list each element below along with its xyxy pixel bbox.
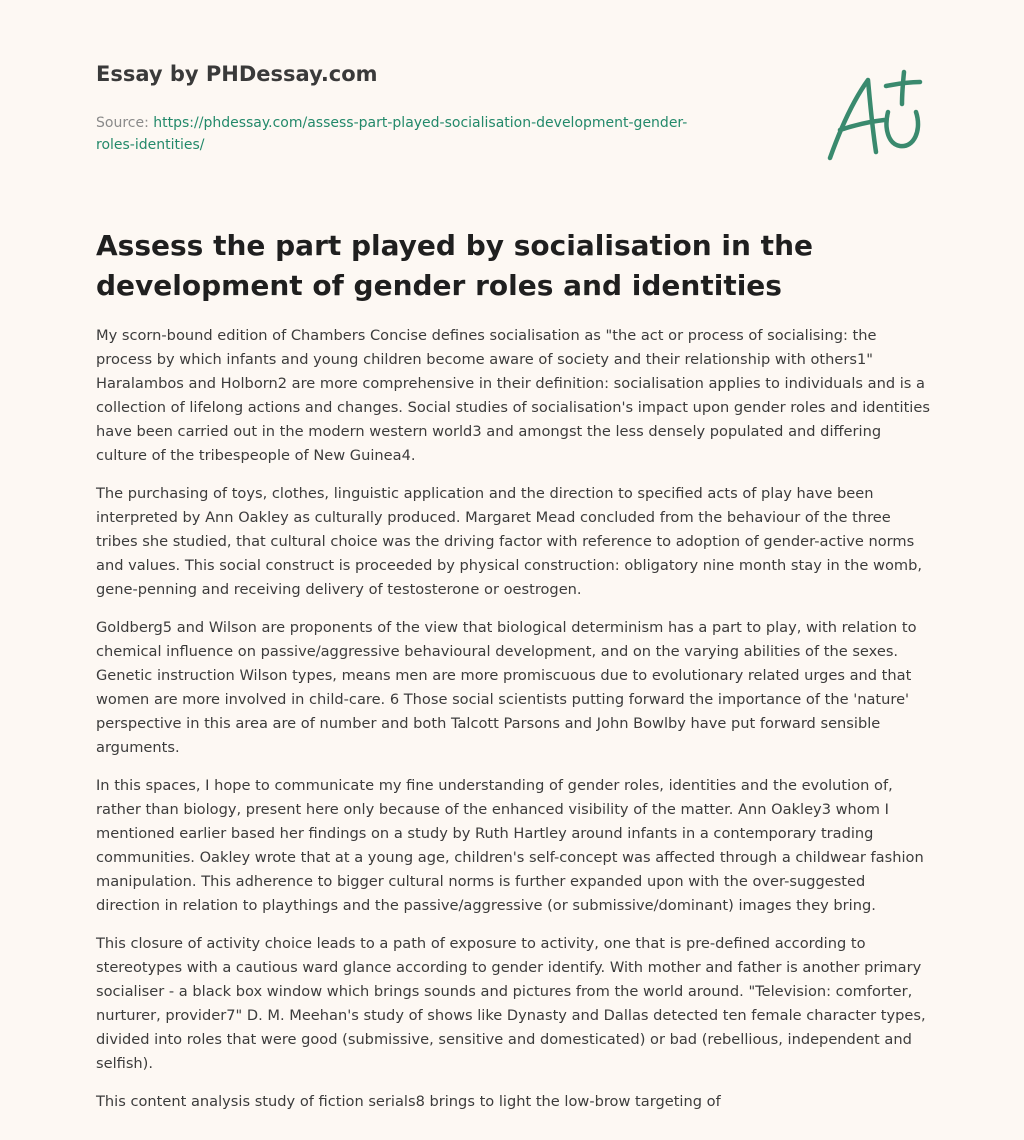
paragraph: My scorn-bound edition of Chambers Concise defines socialisation as "the act or process of socialising: the process by which infants and young children become aware of society and their relationship with others1" Haralambos and Holborn2 are more comprehensive in their definition: socialisation applies to individuals and is a collection of lifelong actions and changes. Social studies of socialisation's impact upon gender roles and identities have been carried out in the modern western world3 and amongst the less densely populated and differing culture of the tribespeople of New Guinea4. <box>96 327 930 464</box>
source-line <box>96 112 756 156</box>
article-title: Assess the part played by socialisation in the development of gender roles and identities <box>96 229 813 302</box>
source-link-line2: roles-identities/ <box>96 137 205 153</box>
paragraph: In this spaces, I hope to communicate my fine understanding of gender roles, identities and the evolution of, rather than biology, present here only because of the enhanced visibility of the matter. Ann Oakley3 whom I mentioned earlier based her findings on a study by Ruth Hartley around infants in a contemporary trading communities. Oakley wrote that at a young age, children's self-concept was affected through a childwear fashion manipulation. This adherence to bigger cultural norms is further expanded upon with the over-suggested direction in relation to playthings and the passive/aggressive (or submissive/dominant) images they bring. <box>96 777 924 914</box>
header <box>96 60 756 156</box>
paragraph: This content analysis study of fiction serials8 brings to light the low-brow targeting of <box>96 1093 721 1110</box>
source-link-line1: https://phdessay.com/assess-part-played-socialisation-development-gender- <box>153 115 688 131</box>
source-label: Source: <box>96 115 154 131</box>
site-title: Essay by PHDessay.com <box>96 62 378 86</box>
article-body <box>96 324 930 1128</box>
paragraph: Goldberg5 and Wilson are proponents of the view that biological determinism has a part to play, with relation to chemical influence on passive/aggressive behavioural development, and on the varying abilities of the sexes. Genetic instruction Wilson types, means men are more promiscuous due to evolutionary related urges and that women are more involved in child-care. 6 Those social scientists putting forward the importance of the 'nature' perspective in this area are of number and both Talcott Parsons and John Bowlby have put forward sensible arguments. <box>96 619 917 756</box>
paragraph: The purchasing of toys, clothes, linguistic application and the direction to specified acts of play have been interpreted by Ann Oakley as culturally produced. Margaret Mead concluded from the behaviour of the three tribes she studied, that cultural choice was the driving factor with reference to adoption of gender-active norms and values. This social construct is proceeded by physical construction: obligatory nine month stay in the womb, gene-penning and receiving delivery of testosterone or oestrogen. <box>96 485 922 598</box>
paragraph: This closure of activity choice leads to a path of exposure to activity, one that is pre-defined according to stereotypes with a cautious ward glance according to gender identify. With mother and father is another primary socialiser - a black box window which brings sounds and pictures from the world around. "Television: comforter, nurturer, provider7" D. M. Meehan's study of shows like Dynasty and Dallas detected ten female character types, divided into roles that were good (submissive, sensitive and domesticated) or bad (rebellious, independent and selfish). <box>96 935 926 1072</box>
a-plus-logo-icon <box>822 68 928 164</box>
source-link[interactable] <box>96 115 687 153</box>
